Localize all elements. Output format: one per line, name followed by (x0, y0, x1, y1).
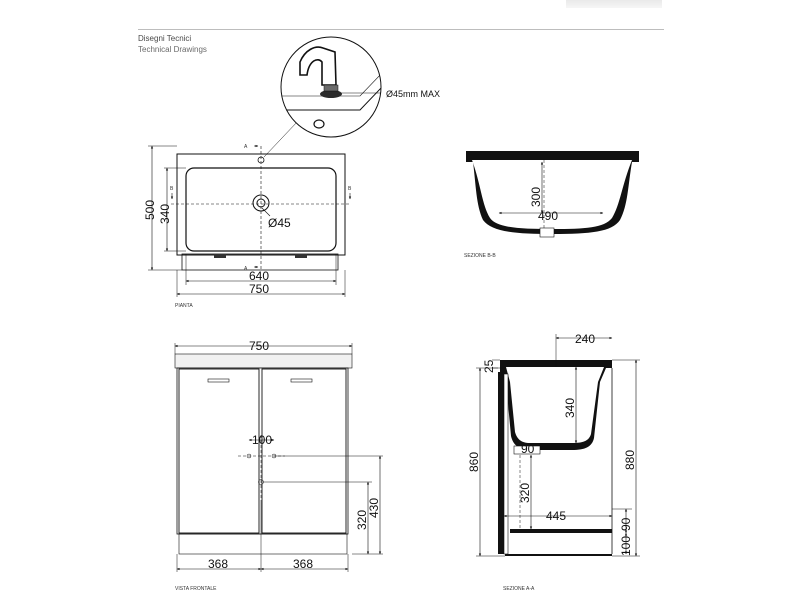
detail-faucet-base (324, 85, 338, 91)
plan-section-marker-a-top: A (244, 144, 248, 150)
plan-outer-outline (177, 154, 345, 255)
front-handle-right (291, 379, 312, 382)
section-aa-floor (505, 554, 612, 556)
plan-section-marker-b-left: B (170, 186, 174, 192)
tap-hole-detail (281, 37, 440, 137)
front-plinth (179, 534, 347, 554)
section-bb-width-label: 490 (538, 209, 559, 223)
front-left-368-label: 368 (208, 557, 229, 571)
section-aa-siphon-90-label: 90 (521, 442, 535, 456)
front-trap-width-label: 100 (252, 433, 273, 447)
front-view (175, 339, 383, 592)
front-right-368-label: 368 (293, 557, 314, 571)
plan-view-caption: PIANTA (175, 303, 193, 309)
section-aa-door (504, 374, 508, 554)
section-aa-rim-25-label: 25 (482, 359, 496, 373)
section-bb-depth-label: 300 (529, 186, 543, 207)
plan-hole-diameter-label: Ø45 (268, 216, 291, 230)
section-aa-shelf (510, 529, 612, 533)
section-aa-view (467, 332, 640, 592)
plan-section-marker-b-right: B (348, 186, 352, 192)
plan-depth-500-label: 500 (143, 199, 157, 220)
front-door-left (179, 369, 259, 533)
section-aa-depth-445-label: 445 (546, 509, 567, 523)
plan-section-marker-a-bottom: A (244, 266, 248, 272)
section-aa-height-880-label: 880 (623, 449, 637, 470)
front-door-right (262, 369, 346, 533)
detail-max-diameter-note: Ø45mm MAX (386, 89, 441, 99)
front-height-320-label: 320 (355, 509, 369, 530)
section-aa-depth-340-label: 340 (563, 397, 577, 418)
section-title-english: Technical Drawings (138, 45, 207, 54)
plan-depth-340-label: 340 (158, 203, 172, 224)
plan-cabinet-outline (182, 254, 338, 270)
front-top-slab (175, 354, 352, 368)
plan-detail-leader (264, 121, 298, 157)
section-bb-caption: SEZIONE B-B (464, 253, 496, 259)
front-handle-left (208, 379, 229, 382)
plan-foot-right (295, 254, 307, 258)
section-bb-drain (540, 228, 554, 237)
plan-width-640-label: 640 (249, 269, 270, 283)
front-width-750-label: 750 (249, 339, 270, 353)
plan-view (143, 121, 352, 309)
section-title-italian: Disegni Tecnici (138, 34, 192, 43)
section-aa-front-wall (498, 372, 504, 554)
front-view-caption: VISTA FRONTALE (175, 586, 217, 592)
plan-foot-left (214, 254, 226, 258)
section-aa-height-860-label: 860 (467, 451, 481, 472)
plan-width-750-label: 750 (249, 282, 270, 296)
section-aa-toe-90-label: 90 (619, 517, 633, 531)
front-height-430-label: 430 (367, 497, 381, 518)
section-bb-view (464, 151, 639, 259)
section-aa-plinth-100-label: 100 (619, 535, 633, 556)
section-aa-basin-cavity (506, 367, 604, 443)
section-aa-top-240-label: 240 (575, 332, 596, 346)
section-aa-caption: SEZIONE A-A (503, 586, 535, 592)
section-aa-drain-320-label: 320 (518, 482, 532, 503)
